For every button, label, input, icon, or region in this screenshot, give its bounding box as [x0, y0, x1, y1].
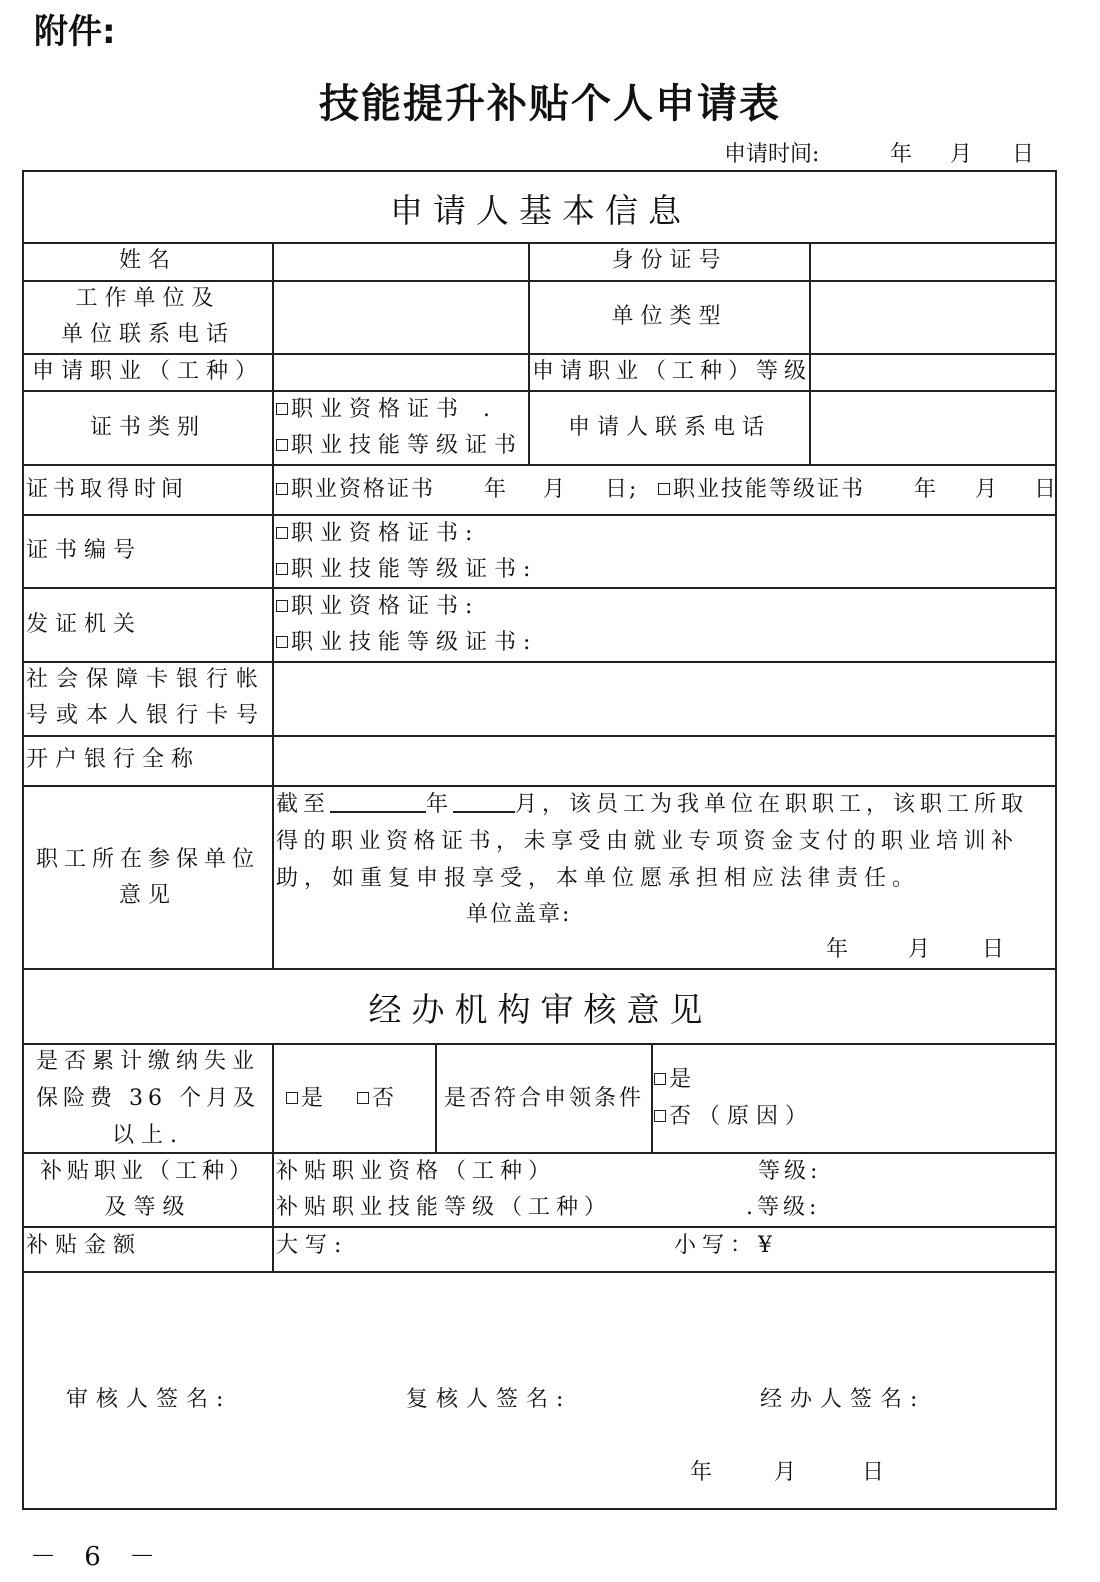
handler-signature-label: 经办人签名: — [760, 1387, 926, 1412]
row-line — [22, 968, 1057, 970]
cert-date-day-1: 日; — [605, 477, 639, 502]
cert-date-skill-text: 职业技能等级证书 — [673, 477, 866, 502]
cert-date-year-2: 年 — [914, 477, 944, 502]
col-line — [651, 1043, 653, 1152]
eligible-no-option[interactable]: 否（原因） — [654, 1099, 814, 1135]
checkbox-icon[interactable] — [654, 1073, 666, 1085]
apply-year: 年 — [890, 142, 913, 167]
page-number: － 6 － — [30, 1542, 166, 1572]
eligible-label: 是否符合申领条件 — [443, 1086, 644, 1111]
occupation-label: 申请职业（工种） — [31, 359, 264, 384]
checkbox-icon[interactable] — [658, 483, 670, 495]
row-line — [22, 587, 1057, 589]
apply-month: 月 — [950, 142, 973, 167]
cert-date-year-1: 年 — [484, 477, 514, 502]
section-basic-info: 申请人基本信息 — [390, 191, 691, 230]
bank-account-label-1: 社会保障卡银行帐 — [26, 667, 267, 692]
subsidy-skill: 补贴职业技能等级（工种） — [276, 1195, 613, 1220]
subsidy-qualification: 补贴职业资格（工种） — [276, 1159, 557, 1184]
amount-small-label: 小写：¥ — [674, 1233, 778, 1258]
year-blank[interactable] — [330, 789, 426, 813]
checkbox-icon[interactable] — [276, 527, 288, 539]
row-line — [22, 514, 1057, 516]
subsidy-skill-level: .等级: — [746, 1195, 821, 1220]
unit-opinion-year: 年 — [826, 937, 856, 962]
insurance-yes-option[interactable]: 是 — [286, 1081, 330, 1117]
subsidy-occupation-label-2: 及等级 — [104, 1195, 192, 1220]
rechecker-signature-label: 复核人签名: — [406, 1387, 572, 1412]
cert-date-skill[interactable] — [658, 472, 865, 508]
checkbox-icon[interactable] — [276, 439, 288, 451]
employer-type-label: 单位类型 — [611, 304, 728, 329]
id-number-label: 身份证号 — [611, 248, 728, 273]
unit-opinion-line-3: 助，如重复申报享受，本单位愿承担相应法律责任。 — [276, 866, 921, 891]
month-blank[interactable] — [453, 789, 515, 813]
employer-label: 工作单位及 — [75, 286, 221, 311]
row-line — [22, 1226, 1057, 1228]
applicant-phone-label: 申请人联系电话 — [567, 415, 771, 440]
bank-name-field[interactable] — [274, 737, 1055, 785]
insurance-no-option[interactable]: 否 — [357, 1081, 401, 1117]
attachment-label: 附件: — [34, 12, 116, 52]
amount-capital-label: 大写: — [276, 1233, 349, 1258]
issuer-label: 发证机关 — [26, 612, 143, 637]
checkbox-icon[interactable] — [654, 1110, 666, 1122]
issuer-qualification[interactable]: 职业资格证书: — [276, 589, 479, 625]
cert-type-qualification-option[interactable] — [276, 392, 497, 428]
subsidy-occupation-label-1: 补贴职业（工种） — [39, 1159, 256, 1184]
checkbox-icon[interactable] — [276, 600, 288, 612]
checkbox-icon[interactable] — [276, 403, 288, 415]
checkbox-icon[interactable] — [357, 1092, 369, 1104]
form-title: 技能提升补贴个人申请表 — [319, 80, 781, 127]
signature-month: 月 — [774, 1460, 804, 1485]
subsidy-qualification-level: 等级: — [758, 1159, 822, 1184]
cert-date-label: 证书取得时间 — [26, 477, 189, 502]
reviewer-signature-label: 审核人签名: — [66, 1387, 232, 1412]
cert-type-skill-option[interactable] — [276, 428, 523, 464]
unit-opinion-label-1: 职工所在参保单位 — [35, 847, 260, 872]
col-line — [272, 1043, 274, 1271]
occupation-level-label: 申请职业（工种）等级 — [532, 359, 813, 384]
checkbox-icon[interactable] — [276, 563, 288, 575]
name-field[interactable] — [274, 244, 528, 280]
cert-date-qualification[interactable] — [276, 472, 435, 508]
unit-opinion-month: 月 — [908, 937, 938, 962]
signature-day: 日 — [862, 1460, 892, 1485]
name-label: 姓名 — [118, 248, 177, 273]
section-review: 经办机构审核意见 — [368, 990, 713, 1029]
unit-opinion-line-2: 得的职业资格证书，未享受由就业专项资金支付的职业培训补 — [276, 829, 1019, 854]
unit-opinion-day: 日 — [982, 937, 1012, 962]
bank-account-label-2: 号或本人银行卡号 — [26, 703, 267, 728]
row-line — [22, 1271, 1057, 1273]
insurance-label-3: 以上. — [112, 1123, 184, 1148]
occupation-level-field[interactable] — [811, 355, 1055, 390]
employer-phone-label: 单位联系电话 — [60, 322, 235, 347]
issuer-skill[interactable]: 职业技能等级证书: — [276, 625, 537, 661]
cert-date-day-2: 日 — [1034, 477, 1064, 502]
cert-date-month-1: 月 — [543, 477, 573, 502]
subsidy-amount-label: 补贴金额 — [26, 1233, 143, 1258]
unit-opinion-label-2: 意见 — [118, 883, 177, 908]
applicant-phone-field[interactable] — [811, 392, 1055, 464]
bank-account-field[interactable] — [274, 663, 1055, 735]
signature-year: 年 — [690, 1460, 720, 1485]
cert-number-label: 证书编号 — [26, 538, 143, 563]
unit-seal-label: 单位盖章: — [466, 902, 572, 927]
apply-time-label: 申请时间: — [724, 142, 820, 167]
cert-number-skill[interactable]: 职业技能等级证书: — [276, 552, 537, 588]
row-line — [22, 464, 1057, 466]
unit-opinion-line-1: 截至 年 月，该员工为我单位在职职工，该职工所取 — [276, 787, 1028, 823]
cert-type-label: 证书类别 — [89, 415, 206, 440]
employer-field[interactable] — [274, 282, 528, 353]
checkbox-icon[interactable] — [276, 636, 288, 648]
eligible-yes-option[interactable]: 是 — [654, 1062, 698, 1098]
id-number-field[interactable] — [811, 244, 1055, 280]
apply-day: 日 — [1012, 142, 1035, 167]
bank-name-label: 开户银行全称 — [26, 747, 201, 772]
insurance-label-1: 是否累计缴纳失业 — [35, 1049, 260, 1074]
insurance-label-2: 保险费 36 个月及 — [36, 1086, 260, 1111]
occupation-field[interactable] — [274, 355, 528, 390]
checkbox-icon[interactable] — [286, 1092, 298, 1104]
cert-number-qualification[interactable]: 职业资格证书: — [276, 516, 479, 552]
cert-date-month-2: 月 — [975, 477, 1005, 502]
employer-type-field[interactable] — [811, 282, 1055, 353]
checkbox-icon[interactable] — [276, 483, 288, 495]
cert-date-qualification-text: 职业资格证书 — [291, 477, 436, 502]
cert-type-skill-text: 职业技能等级证书 — [291, 433, 524, 458]
cert-type-qualification-text: 职业资格证书 — [291, 397, 466, 422]
cert-type-dot: . — [483, 397, 498, 422]
